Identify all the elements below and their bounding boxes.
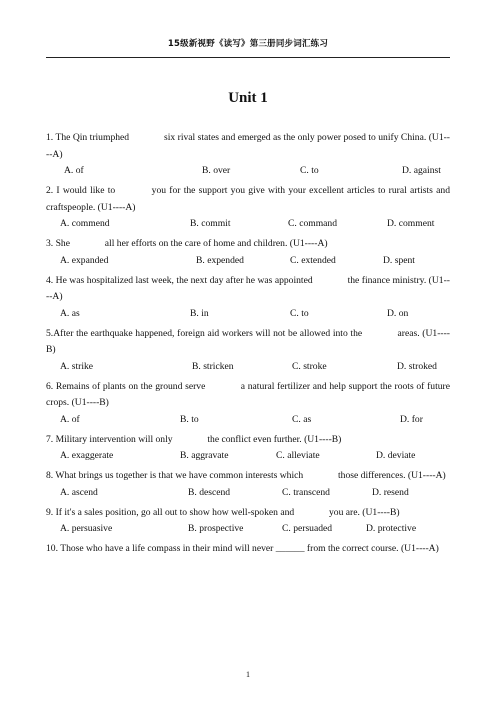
question-item [46,541,450,558]
question-item [46,505,450,542]
question-item [46,273,450,326]
option-c[interactable]: C. persuaded [282,523,333,534]
option-b[interactable]: B. descend [188,486,231,498]
option-a[interactable]: A. exaggerate [60,450,114,461]
question-text: 10. Those who have a life compass in their mind will never ______ from the correct course. (U1----A) [46,543,439,554]
question-text: 1. The Qin triumphed six rival states and emerged as the only power posed to unify China. (U1----A) [46,132,451,160]
question-item [46,130,450,183]
question-list [46,130,450,558]
question-text: 8. What brings us together is that we have common interests which those differences. (U1----A) [46,470,446,481]
option-a[interactable]: A. persuasive [60,523,113,534]
question-item [46,468,450,505]
option-row [46,306,450,326]
option-d[interactable]: D. against [402,165,441,176]
option-row [46,253,450,273]
option-a[interactable]: A. of [64,165,84,176]
option-a[interactable]: A. as [60,307,80,319]
option-c[interactable]: C. to [300,165,319,176]
option-c[interactable]: C. as [292,413,312,425]
question-item [46,432,450,469]
question-text: 4. He was hospitalized last week, the next day after he was appointed the finance ministry. (U1----A) [46,274,450,302]
option-row [46,163,450,183]
question-item [46,326,450,379]
question-item [46,236,450,273]
option-c[interactable]: C. stroke [292,360,327,372]
option-d[interactable]: D. on [387,307,409,319]
option-d[interactable]: D. protective [366,523,417,534]
option-a[interactable]: A. commend [60,218,110,229]
option-b[interactable]: B. expended [196,254,244,266]
option-b[interactable]: B. prospective [188,523,244,534]
option-d[interactable]: D. spent [383,254,415,266]
option-c[interactable]: C. command [288,218,338,229]
option-d[interactable]: D. comment [387,218,435,229]
option-d[interactable]: D. stroked [397,360,437,372]
option-d[interactable]: D. resend [372,486,409,498]
option-a[interactable]: A. strike [60,360,94,372]
option-a[interactable]: A. of [60,413,80,425]
question-text: 5.After the earthquake happened, foreign aid workers will not be allowed into the areas. (U1----B) [46,327,450,355]
option-c[interactable]: C. alleviate [276,450,320,461]
question-item [46,379,450,432]
option-c[interactable]: C. to [290,307,309,319]
option-b[interactable]: B. over [202,165,231,176]
option-d[interactable]: D. deviate [376,450,416,461]
question-text: 2. I would like to you for the support you give with your excellent articles to rural artists and craftspeople. (U1----A) [46,185,450,213]
option-c[interactable]: C. extended [290,254,336,266]
option-row [46,412,450,432]
option-row [46,448,450,468]
header-rule [46,57,450,58]
page-header: 15级新视野《读写》第三册同步词汇练习 [167,39,329,49]
question-text: 6. Remains of plants on the ground serve a natural fertilizer and help support the roots of future crops. (U1----B) [46,380,450,408]
page-number: 1 [246,670,250,679]
option-row [46,216,450,236]
unit-title: Unit 1 [228,90,268,106]
option-a[interactable]: A. expanded [60,254,109,266]
option-b[interactable]: B. in [190,307,209,319]
question-item [46,183,450,236]
question-text: 7. Military intervention will only the conflict even further. (U1----B) [46,433,342,445]
option-row [46,485,450,505]
option-row [46,359,450,379]
option-b[interactable]: B. commit [190,218,231,229]
option-a[interactable]: A. ascend [60,486,98,498]
option-b[interactable]: B. to [180,413,199,425]
option-d[interactable]: D. for [400,413,423,425]
option-c[interactable]: C. transcend [282,486,330,498]
question-text: 3. She all her efforts on the care of home and children. (U1----A) [46,238,328,249]
option-row [46,521,450,541]
question-text: 9. If it's a sales position, go all out to show how well-spoken and you are. (U1----B) [46,506,400,518]
option-b[interactable]: B. stricken [192,360,234,372]
option-b[interactable]: B. aggravate [180,450,229,461]
